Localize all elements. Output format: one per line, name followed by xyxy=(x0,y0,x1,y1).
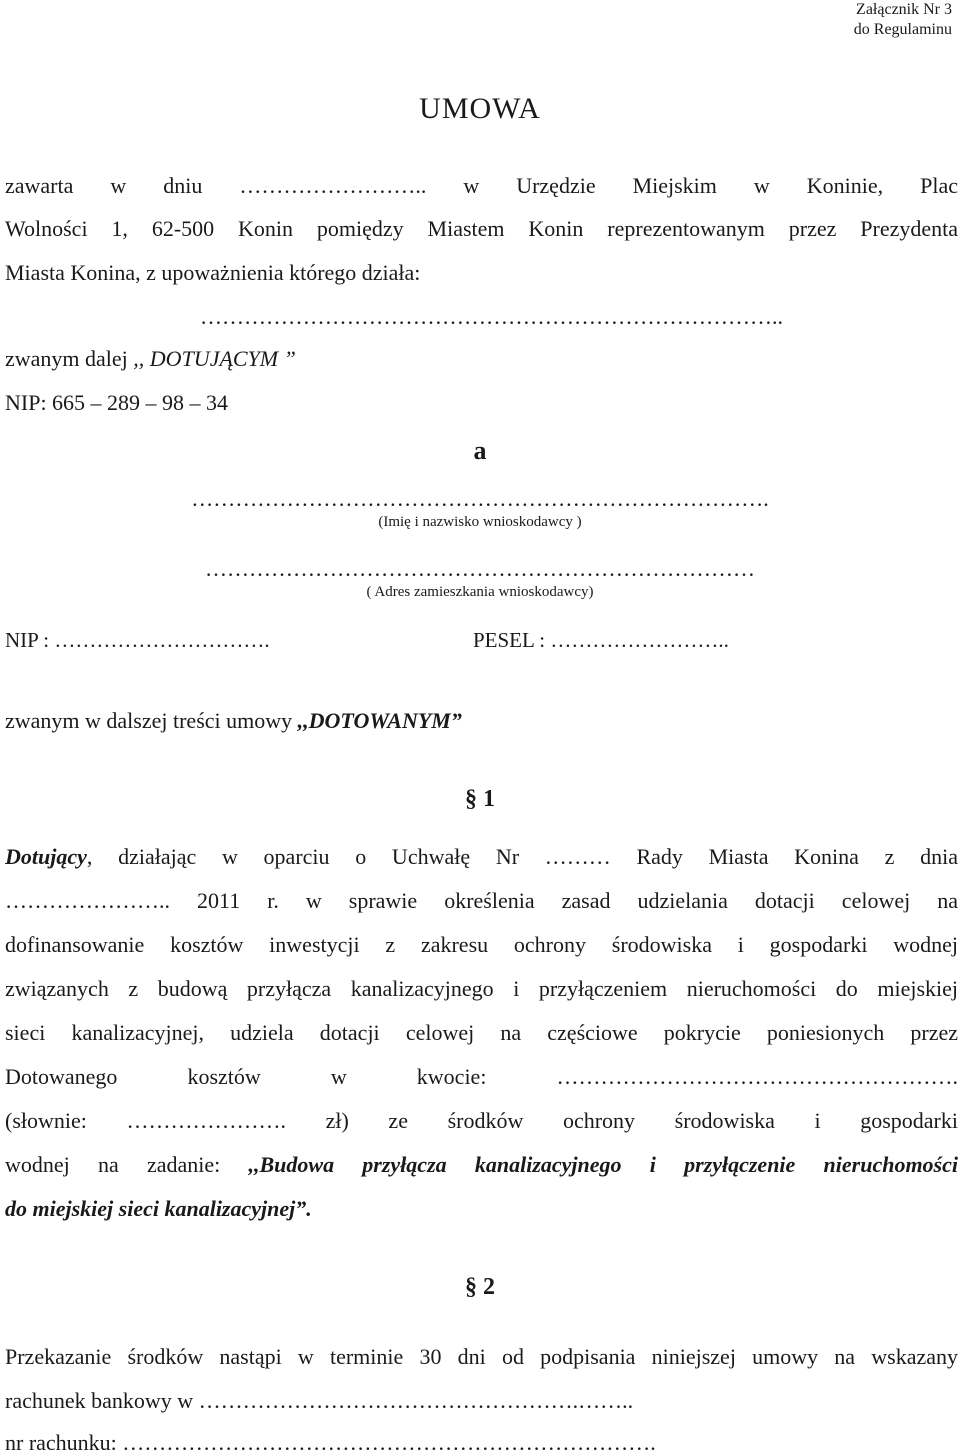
applicant-name-caption: (Imię i nazwisko wnioskodawcy ) xyxy=(378,514,582,530)
annex-label: Załącznik Nr 3 xyxy=(856,1,952,18)
account-number-line: nr rachunku: ………………………………………………………………. xyxy=(5,1430,656,1455)
grantor-nip: NIP: 665 – 289 – 98 – 34 xyxy=(5,390,229,415)
intro-line-3: Miasta Konina, z upoważnienia którego działa: xyxy=(5,260,421,285)
and-connector: a xyxy=(473,436,487,465)
section-1-line-2: ………………….. 2011 r. w sprawie określenia zasad udzielania dotacji celowej na xyxy=(5,888,958,913)
applicant-nip: NIP : …………………………. xyxy=(5,628,270,652)
task-name: ,,Budowa przyłącza kanalizacyjnego i przyłączenie nieruchomości xyxy=(248,1152,958,1177)
section-2-line-1: Przekazanie środków nastąpi w terminie 30 dni od podpisania niniejszej umowy na wskazany xyxy=(5,1344,958,1369)
applicant-address-caption: ( Adres zamieszkania wnioskodawcy) xyxy=(366,584,594,600)
bank-account-line: rachunek bankowy w …………………………………………….…….. xyxy=(5,1388,634,1413)
intro-line-2: Wolności 1, 62-500 Konin pomiędzy Miastem Konin reprezentowanym przez Prezydenta xyxy=(5,216,958,241)
grantee-name: ,,DOTOWANYM” xyxy=(297,708,462,733)
applicant-name-dots: ……………………………………………………………………. xyxy=(191,486,769,511)
section-1-task-line xyxy=(5,1152,958,1178)
grantee-designation xyxy=(5,708,462,734)
section-1-amount-line: Dotowanego kosztów w kwocie: ………………………………………………. xyxy=(5,1064,958,1089)
section-1-line-1 xyxy=(5,844,958,870)
intro-line-1: zawarta w dniu …………………….. w Urzędzie Miejskim w Koninie, Plac xyxy=(5,173,958,198)
section-1-line-3: dofinansowanie kosztów inwestycji z zakresu ochrony środowiska i gospodarki wodnej xyxy=(5,932,958,957)
grantor-term: Dotujący xyxy=(5,844,87,869)
annex-regulation-label: do Regulaminu xyxy=(853,21,952,38)
grantee-prefix: zwanym w dalszej treści umowy xyxy=(5,708,298,733)
applicant-address-dots: ………………………………………………………………… xyxy=(205,556,755,581)
task-prefix: wodnej na zadanie: xyxy=(5,1152,249,1177)
section-1-heading: § 1 xyxy=(465,786,495,812)
representative-dots: …………………………………………………………………….. xyxy=(200,304,783,329)
document-title: UMOWA xyxy=(419,92,541,125)
section-1-line-5: sieci kanalizacyjnej, udziela dotacji celowej na częściowe pokrycie poniesionych przez xyxy=(5,1020,958,1045)
applicant-pesel: PESEL : …………………….. xyxy=(473,628,729,652)
section-1-line-4: związanych z budową przyłącza kanalizacyjnego i przyłączeniem nieruchomości do miejskiej xyxy=(5,976,958,1001)
task-name-end: do miejskiej sieci kanalizacyjnej”. xyxy=(5,1196,312,1221)
grantor-designation xyxy=(5,346,296,372)
grantor-name: ,, DOTUJĄCYM ” xyxy=(133,346,296,371)
section-2-heading: § 2 xyxy=(465,1274,495,1300)
grantor-prefix: zwanym dalej xyxy=(5,346,134,371)
section-1-amount-words: (słownie: …………………. zł) ze środków ochrony środowiska i gospodarki xyxy=(5,1108,958,1133)
section-1-line-1-rest: , działając w oparciu o Uchwałę Nr ……… Rady Miasta Konina z dnia xyxy=(86,844,958,869)
